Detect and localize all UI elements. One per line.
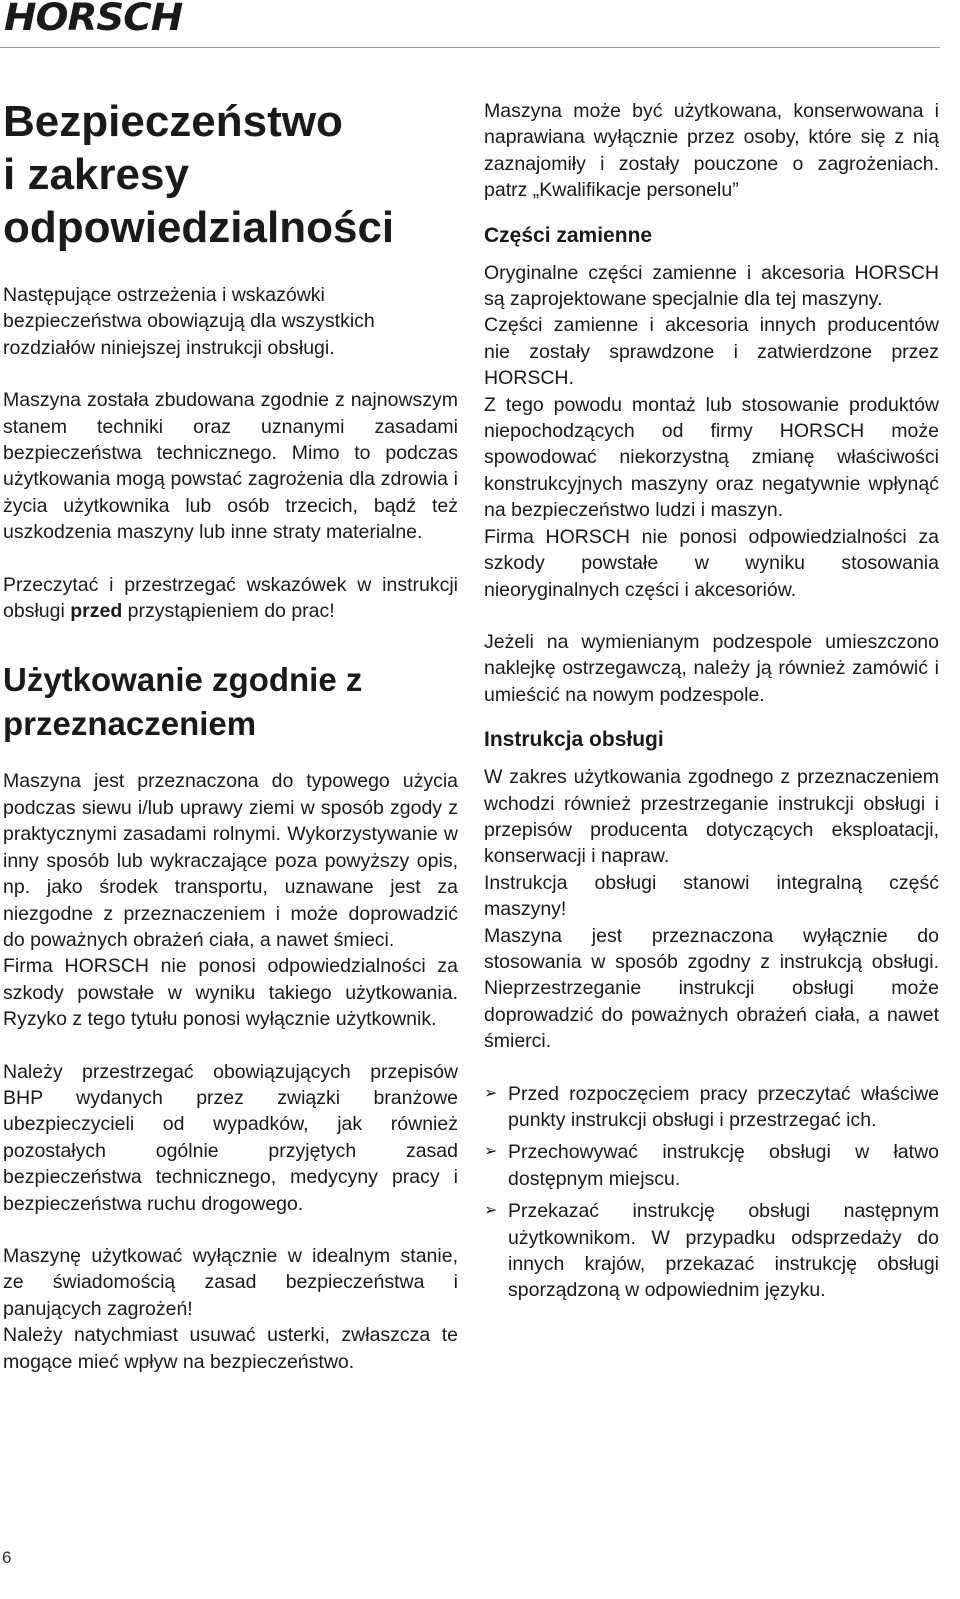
- manual-instructions-list: [484, 1081, 939, 1304]
- spare-parts-paragraph: Oryginalne części zamienne i akcesoria HORSCH są zaprojektowane specjalnie dla tej maszyny. Części zamienne i akcesoria innych producentów nie zostały sprawdzone i zatwierdzone przez HORSCH. Z tego powodu montaż lub stosowanie produktów niepochodzących od firmy HORSCH może spowodować niekorzystną zmianę właściwości konstrukcyjnych maszyny oraz negatywnie wpłynąć na bezpieczeństwo ludzi i maszyn. Firma HORSCH nie ponosi odpowiedzialności za szkody powstałe w wyniku stosowania nieoryginalnych części i akcesoriów.: [484, 261, 939, 601]
- list-item: [484, 1198, 939, 1304]
- arrow-bullet-icon: ➢: [484, 1084, 498, 1102]
- right-column: [484, 98, 939, 1310]
- list-item: [484, 1081, 939, 1134]
- arrow-bullet-icon: ➢: [484, 1143, 498, 1161]
- read-instructions-bold: przed: [70, 600, 123, 623]
- left-column: [3, 95, 458, 1401]
- arrow-bullet-icon: ➢: [484, 1202, 498, 1220]
- bhp-paragraph: Należy przestrzegać obowiązujących przepisów BHP wydanych przez związki branżowe ubezpieczycieli od wypadków, jak również pozostałych ogólnie przyjętych zasad bezpieczeństwa technicznego, medycyny pracy i bezpieczeństwa ruchu drogowego.: [3, 1060, 458, 1215]
- section-title-intended-use: Użytkowanie zgodnie z przeznaczeniem: [3, 661, 363, 743]
- warning-sticker-paragraph: Jeżeli na wymienianym podzespole umieszczono naklejkę ostrzegawczą, należy ją również zamówić i umieścić na nowym podzespole.: [484, 630, 939, 706]
- list-item-text: Przekazać instrukcję obsługi następnym użytkownikom. W przypadku odsprzedaży do innych krajów, przekazać instrukcję obsługi sporządzoną w odpowiednim języku.: [508, 1200, 939, 1302]
- spare-parts-title: Części zamienne: [484, 223, 653, 247]
- horsch-logo: HORSCH: [4, 0, 183, 39]
- manual-title: Instrukcja obsługi: [484, 728, 664, 752]
- read-instructions-text-2: przystąpieniem do prac!: [122, 600, 335, 623]
- list-item-text: Przechowywać instrukcję obsługi w łatwo dostępnym miejscu.: [508, 1141, 939, 1190]
- intended-use-paragraph: Maszyna jest przeznaczona do typowego użycia podczas siewu i/lub uprawy ziemi w sposób zgody z praktycznymi zasadami rolnymi. Wykorzystywanie w inny sposób lub wykraczające poza powyższy opis, np. jako środek transportu, uznawane jest za niezgodne z przeznaczeniem i może doprowadzić do poważnych obrażeń ciała, a nawet śmieci. Firma HORSCH nie ponosi odpowiedzialności za szkody powstałe w wyniku takiego użytkowania. Ryzyko z tego tytułu ponosi wyłącznie użytkownik.: [3, 770, 458, 1031]
- manual-paragraph: W zakres użytkowania zgodnego z przeznaczeniem wchodzi również przestrzeganie instrukcji obsługi i przepisów producenta dotyczących eksploatacji, konserwacji i napraw. Instrukcja obsługi stanowi integralną część maszyny! Maszyna jest przeznaczona wyłącznie do stosowania w sposób zgodny z instrukcją obsługi. Nieprzestrzeganie instrukcji obsługi może doprowadzić do poważnych obrażeń ciała, a nawet śmierci.: [484, 766, 939, 1053]
- header-rule: [0, 47, 940, 48]
- page-number: 6: [2, 1548, 12, 1567]
- list-item: [484, 1139, 939, 1192]
- list-item-text: Przed rozpoczęciem pracy przeczytać właściwe punkty instrukcji obsługi i przestrzegać ich.: [508, 1082, 939, 1131]
- personnel-paragraph: Maszyna może być użytkowana, konserwowana i naprawiana wyłącznie przez osoby, które się z nią zaznajomiły i zostały pouczone o zagrożeniach. patrz „Kwalifikacje personelu”: [484, 100, 939, 202]
- condition-paragraph: Maszynę użytkować wyłącznie w idealnym stanie, ze świadomością zasad bezpieczeństwa i panujących zagrożeń! Należy natychmiast usuwać usterki, zwłaszcza te mogące mieć wpływ na bezpieczeństwo.: [3, 1244, 458, 1373]
- intro-paragraph: Następujące ostrzeżenia i wskazówki bezpieczeństwa obowiązują dla wszystkich rozdziałów niniejszej instrukcji obsługi.: [3, 284, 375, 359]
- machine-risk-paragraph: Maszyna została zbudowana zgodnie z najnowszym stanem techniki oraz uznanymi zasadami bezpieczeństwa technicznego. Mimo to podczas użytkowania mogą powstać zagrożenia dla zdrowia i życia użytkownika lub osób trzecich, bądź też uszkodzenia maszyny lub inne straty materialne.: [3, 389, 458, 544]
- page-title: Bezpieczeństwo i zakresy odpowiedzialności: [3, 97, 395, 252]
- read-instructions-paragraph: [3, 572, 458, 625]
- read-instructions-text-1: Przeczytać i przestrzegać wskazówek w instrukcji obsługi: [3, 573, 458, 623]
- page-header: [0, 0, 960, 50]
